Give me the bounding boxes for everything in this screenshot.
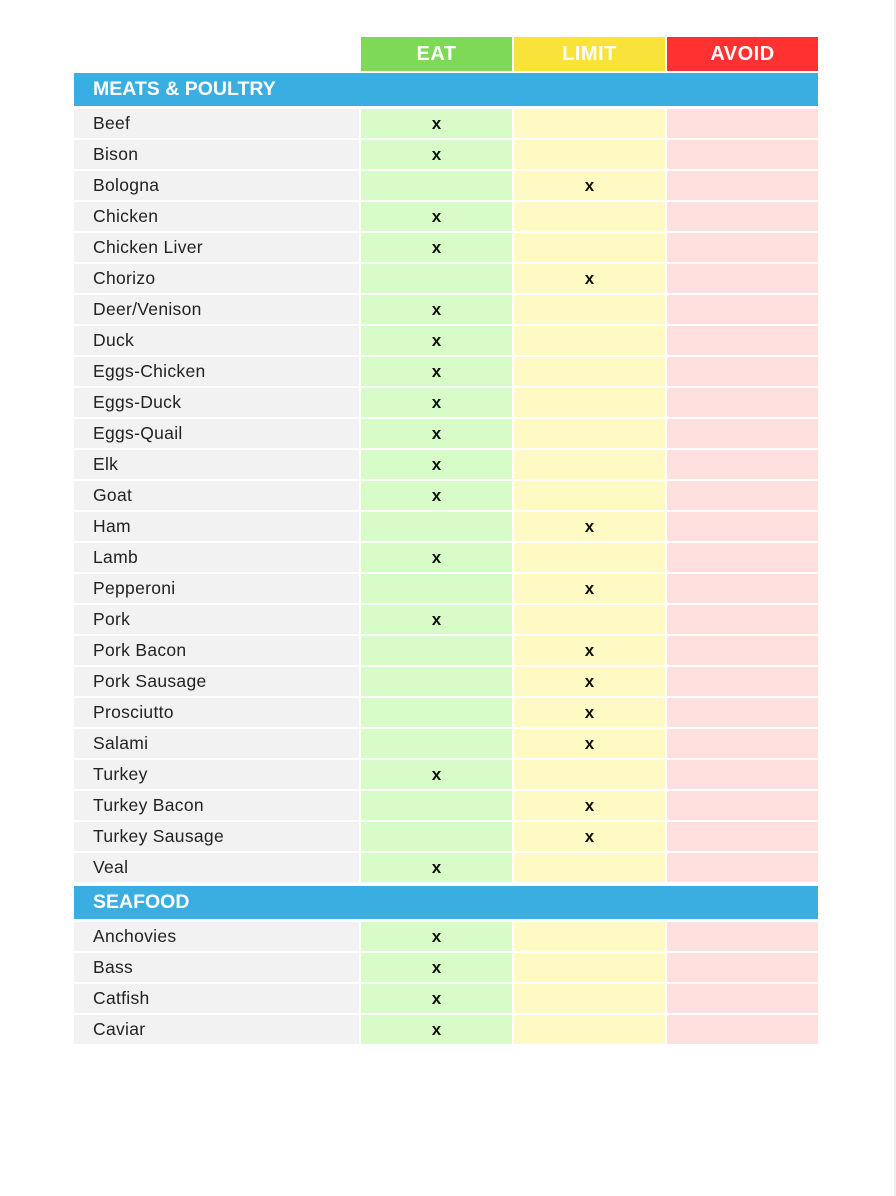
table-row — [74, 326, 818, 355]
limit-cell: x — [514, 729, 665, 758]
avoid-cell — [667, 1015, 818, 1044]
limit-cell: x — [514, 171, 665, 200]
food-name: Bison — [74, 140, 359, 169]
table-row — [74, 233, 818, 262]
avoid-cell — [667, 233, 818, 262]
avoid-cell — [667, 853, 818, 882]
avoid-cell — [667, 295, 818, 324]
limit-cell — [514, 233, 665, 262]
limit-cell — [514, 419, 665, 448]
table-row — [74, 922, 818, 951]
food-name: Bologna — [74, 171, 359, 200]
avoid-cell — [667, 791, 818, 820]
limit-cell: x — [514, 512, 665, 541]
eat-cell: x — [361, 922, 512, 951]
limit-cell — [514, 1015, 665, 1044]
table-row — [74, 481, 818, 510]
table-row — [74, 357, 818, 386]
table-row — [74, 729, 818, 758]
food-name: Pork Bacon — [74, 636, 359, 665]
table-row — [74, 667, 818, 696]
table-row — [74, 853, 818, 882]
avoid-cell — [667, 574, 818, 603]
table-row — [74, 202, 818, 231]
eat-cell — [361, 822, 512, 851]
avoid-cell — [667, 984, 818, 1013]
eat-cell — [361, 636, 512, 665]
avoid-cell — [667, 450, 818, 479]
food-name: Turkey Sausage — [74, 822, 359, 851]
eat-cell — [361, 698, 512, 727]
food-name: Chicken — [74, 202, 359, 231]
eat-cell — [361, 264, 512, 293]
eat-cell: x — [361, 233, 512, 262]
limit-cell — [514, 481, 665, 510]
limit-cell — [514, 202, 665, 231]
eat-cell — [361, 574, 512, 603]
eat-cell: x — [361, 984, 512, 1013]
eat-cell — [361, 512, 512, 541]
avoid-cell — [667, 667, 818, 696]
limit-cell — [514, 109, 665, 138]
limit-cell: x — [514, 791, 665, 820]
table-row — [74, 171, 818, 200]
food-name: Lamb — [74, 543, 359, 572]
food-name: Pork Sausage — [74, 667, 359, 696]
table-row — [74, 512, 818, 541]
limit-cell — [514, 140, 665, 169]
food-name: Eggs-Duck — [74, 388, 359, 417]
table-row — [74, 760, 818, 789]
eat-cell: x — [361, 1015, 512, 1044]
food-name: Eggs-Chicken — [74, 357, 359, 386]
limit-cell: x — [514, 636, 665, 665]
avoid-cell — [667, 264, 818, 293]
table-row — [74, 450, 818, 479]
avoid-cell — [667, 922, 818, 951]
limit-cell — [514, 853, 665, 882]
eat-cell: x — [361, 357, 512, 386]
column-header-row — [74, 37, 818, 71]
avoid-cell — [667, 357, 818, 386]
table-row — [74, 822, 818, 851]
food-name: Elk — [74, 450, 359, 479]
food-name: Turkey — [74, 760, 359, 789]
table-row — [74, 543, 818, 572]
food-name: Pepperoni — [74, 574, 359, 603]
food-name: Caviar — [74, 1015, 359, 1044]
limit-cell: x — [514, 822, 665, 851]
limit-cell — [514, 295, 665, 324]
eat-cell: x — [361, 326, 512, 355]
avoid-cell — [667, 822, 818, 851]
section-header: SEAFOOD — [74, 886, 818, 919]
food-name: Turkey Bacon — [74, 791, 359, 820]
table-row — [74, 140, 818, 169]
table-row — [74, 295, 818, 324]
avoid-cell — [667, 202, 818, 231]
table-row — [74, 953, 818, 982]
eat-cell: x — [361, 481, 512, 510]
avoid-cell — [667, 729, 818, 758]
avoid-cell — [667, 326, 818, 355]
avoid-cell — [667, 760, 818, 789]
avoid-cell — [667, 388, 818, 417]
eat-cell: x — [361, 953, 512, 982]
eat-cell: x — [361, 760, 512, 789]
food-name: Salami — [74, 729, 359, 758]
eat-cell: x — [361, 295, 512, 324]
avoid-cell — [667, 481, 818, 510]
eat-cell: x — [361, 853, 512, 882]
table-row — [74, 984, 818, 1013]
limit-column-header: LIMIT — [514, 37, 665, 71]
limit-cell: x — [514, 264, 665, 293]
limit-cell — [514, 450, 665, 479]
eat-column-header: EAT — [361, 37, 512, 71]
section-header: MEATS & POULTRY — [74, 73, 818, 106]
limit-cell — [514, 922, 665, 951]
avoid-cell — [667, 605, 818, 634]
eat-cell: x — [361, 450, 512, 479]
table-row — [74, 791, 818, 820]
eat-cell: x — [361, 109, 512, 138]
limit-cell — [514, 326, 665, 355]
table-row — [74, 419, 818, 448]
table-row — [74, 605, 818, 634]
avoid-cell — [667, 109, 818, 138]
limit-cell — [514, 357, 665, 386]
eat-cell: x — [361, 388, 512, 417]
food-name: Duck — [74, 326, 359, 355]
food-name: Goat — [74, 481, 359, 510]
limit-cell — [514, 388, 665, 417]
food-name: Ham — [74, 512, 359, 541]
eat-cell — [361, 171, 512, 200]
table-row — [74, 636, 818, 665]
eat-cell: x — [361, 605, 512, 634]
avoid-cell — [667, 171, 818, 200]
food-name: Chicken Liver — [74, 233, 359, 262]
food-name: Pork — [74, 605, 359, 634]
avoid-cell — [667, 543, 818, 572]
limit-cell — [514, 543, 665, 572]
table-row — [74, 109, 818, 138]
limit-cell: x — [514, 667, 665, 696]
limit-cell — [514, 984, 665, 1013]
food-name: Eggs-Quail — [74, 419, 359, 448]
table-row — [74, 1015, 818, 1044]
limit-cell — [514, 605, 665, 634]
food-name: Bass — [74, 953, 359, 982]
food-name: Veal — [74, 853, 359, 882]
eat-cell — [361, 791, 512, 820]
avoid-cell — [667, 419, 818, 448]
table-row — [74, 264, 818, 293]
eat-cell: x — [361, 202, 512, 231]
food-name: Catfish — [74, 984, 359, 1013]
avoid-cell — [667, 140, 818, 169]
avoid-cell — [667, 636, 818, 665]
avoid-cell — [667, 512, 818, 541]
limit-cell: x — [514, 698, 665, 727]
table-row — [74, 698, 818, 727]
avoid-column-header: AVOID — [667, 37, 818, 71]
header-spacer — [74, 37, 359, 71]
eat-cell — [361, 667, 512, 696]
food-name: Deer/Venison — [74, 295, 359, 324]
avoid-cell — [667, 953, 818, 982]
avoid-cell — [667, 698, 818, 727]
food-name: Anchovies — [74, 922, 359, 951]
food-chart-table — [74, 37, 818, 1046]
limit-cell: x — [514, 574, 665, 603]
food-name: Beef — [74, 109, 359, 138]
eat-cell: x — [361, 140, 512, 169]
eat-cell — [361, 729, 512, 758]
table-row — [74, 388, 818, 417]
food-name: Prosciutto — [74, 698, 359, 727]
table-row — [74, 574, 818, 603]
food-name: Chorizo — [74, 264, 359, 293]
eat-cell: x — [361, 543, 512, 572]
eat-cell: x — [361, 419, 512, 448]
limit-cell — [514, 760, 665, 789]
limit-cell — [514, 953, 665, 982]
sections-container — [74, 73, 818, 1044]
